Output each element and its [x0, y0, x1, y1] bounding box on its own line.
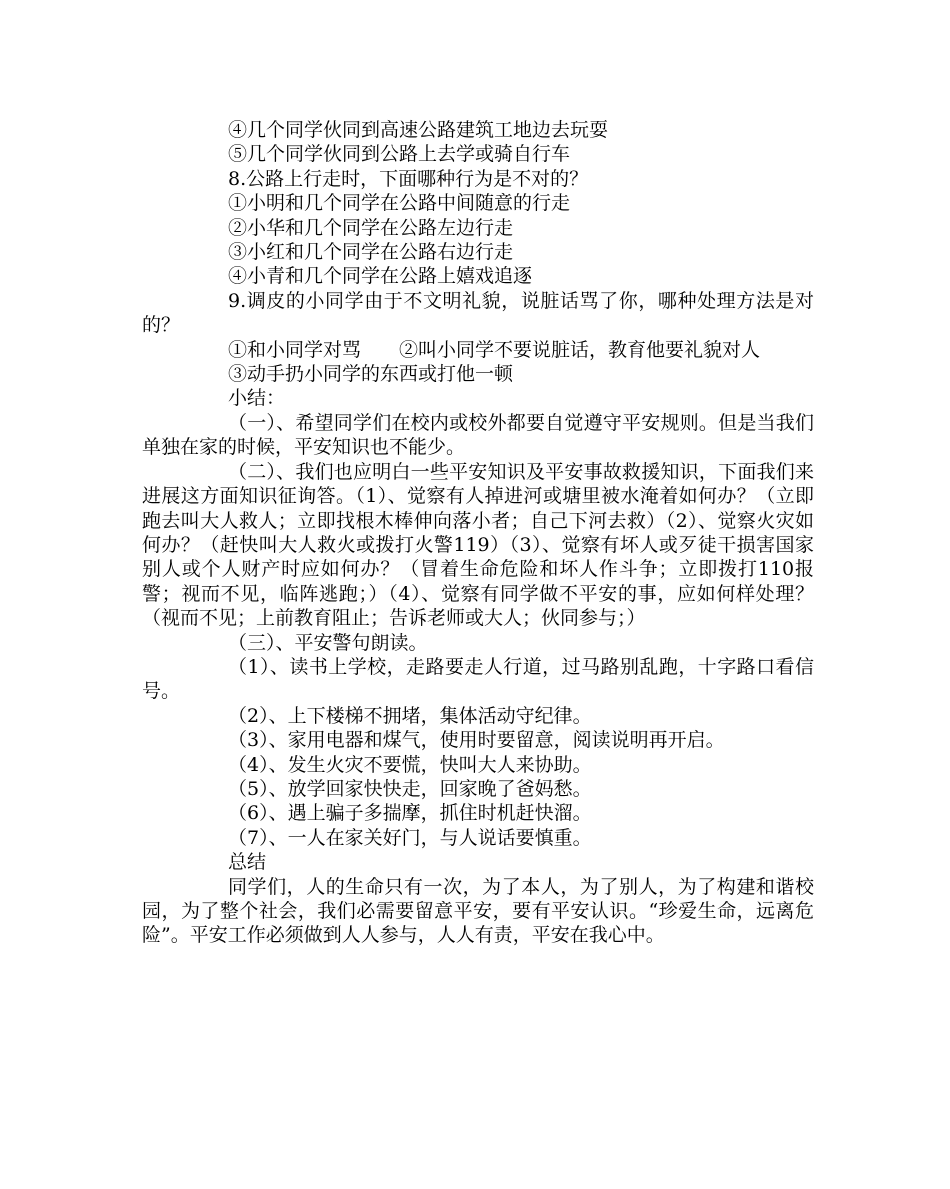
safety-slogan-6: （6）、遇上骗子多揣摩，抓住时机赶快溜。: [228, 802, 592, 825]
safety-slogan-4: （4）、发生火灾不要慌，快叫大人来协助。: [228, 753, 592, 776]
summary-heading: 小结：: [228, 387, 286, 410]
safety-slogan-1: （1）、读书上学校，走路要走人行道，过马路别乱跑，十字路口看信号。: [142, 655, 814, 703]
q8-option-3: ③小红和几个同学在公路右边行走: [228, 241, 514, 264]
summary-part-1: （一）、希望同学们在校内或校外都要自觉遵守平安规则。但是当我们单独在家的时候，平安知识也不能少。: [142, 411, 814, 459]
q9-options-1-2: ①和小同学对骂 ②叫小同学不要说脏话，教育他要礼貌对人: [228, 338, 761, 361]
q7-option-5: ⑤几个同学伙同到公路上去学或骑自行车: [228, 143, 571, 166]
conclusion-text: 同学们，人的生命只有一次，为了本人，为了别人，为了构建和谐校园，为了整个社会，我们必需要留意平安，要有平安认识。“珍爱生命，远离危险”。平安工作必须做到人人参与，人人有责，平安在我心中。: [142, 875, 814, 947]
q8-option-2: ②小华和几个同学在公路左边行走: [228, 216, 514, 239]
safety-slogan-7: （7）、一人在家关好门，与人说话要慎重。: [228, 826, 592, 849]
safety-slogan-2: （2）、上下楼梯不拥堵，集体活动守纪律。: [228, 704, 592, 727]
q9-title: 9.调皮的小同学由于不文明礼貌，说脏话骂了你，哪种处理方法是对的？: [142, 289, 814, 337]
q8-option-4: ④小青和几个同学在公路上嬉戏追逐: [228, 265, 533, 288]
q8-title: 8.公路上行走时，下面哪种行为是不对的？: [228, 167, 589, 190]
safety-slogan-5: （5）、放学回家快快走，回家晚了爸妈愁。: [228, 777, 592, 800]
q9-option-3: ③动手扔小同学的东西或打他一顿: [228, 363, 514, 386]
summary-part-2: （二）、我们也应明白一些平安知识及平安事故救援知识，下面我们来进展这方面知识征询答。（1）、觉察有人掉进河或塘里被水淹着如何办？（立即跑去叫大人救人；立即找根木棒伸向落小者；自己下河去救）（2）、觉察火灾如何办？（赶快叫大人救火或拨打火警119）（3）、觉察有坏人或歹徒干损害国家别人或个人财产时应如何办？（冒着生命危险和坏人作斗争；立即拨打110报警；视而不见，临阵逃跑；）（4）、觉察有同学做不平安的事，应如何样处理？（视而不见；上前教育阻止；告诉老师或大人；伙同参与；）: [142, 460, 814, 630]
q8-option-1: ①小明和几个同学在公路中间随意的行走: [228, 192, 571, 215]
safety-slogan-3: （3）、家用电器和煤气，使用时要留意，阅读说明再开启。: [228, 729, 725, 752]
q7-option-4: ④几个同学伙同到高速公路建筑工地边去玩耍: [228, 119, 609, 141]
document-body: [142, 118, 814, 948]
conclusion-heading: 总结: [228, 851, 267, 874]
summary-part-3-heading: （三）、平安警句朗读。: [228, 631, 428, 654]
